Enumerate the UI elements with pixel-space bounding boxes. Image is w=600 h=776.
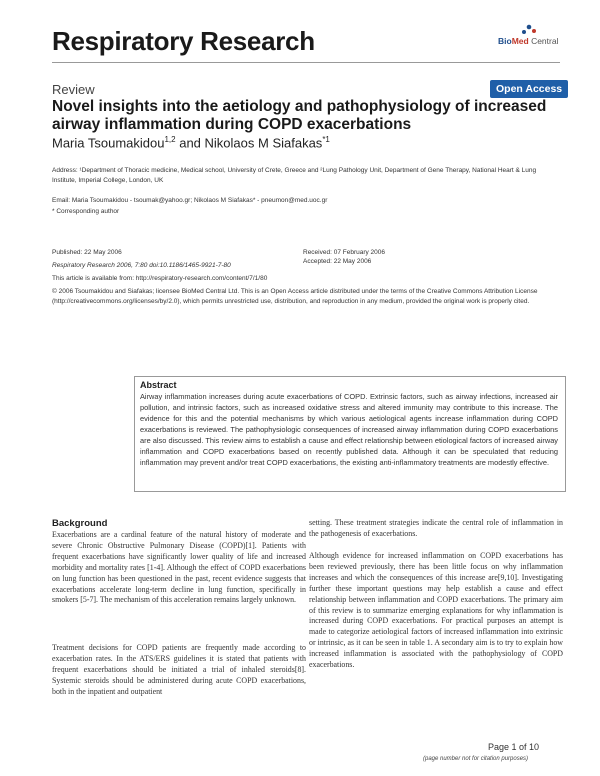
author-affiliation: *1 xyxy=(322,135,330,144)
corresponding-author: * Corresponding author xyxy=(52,208,120,215)
body-paragraph: Treatment decisions for COPD patients are frequently made according to exacerbation rates. In the ATS/ERS guidelines it is stated that patients with frequent exacerbations should be initiated a trial of inhaled steroids[8]. Systemic steroids should be administered during acute COPD exacerbations, both in the inpatient and outpatient xyxy=(52,643,306,696)
body-paragraph: Although evidence for increased inflammation on COPD exacerbations has been reviewed previously, there has been little focus on why inflammation increases and which the consequences of this increase are[9,10]. Investigating further these important questions may help establish a cause and effect relationship between inflammation and COPD exacerbations. The primary aim of this review is to summarize emerging explanations for why inflammation is increased during COPD exacerbations. For practical purposes an attempt is made to categorize aetiological factors of increased inflammation into extrinsic or intrinsic, as it can be seen in table 1. A secondary aim is to try to explain how increased inflammation is associated with the pathophysiology of COPD exacerbations. xyxy=(309,551,563,670)
logo-bio: Bio xyxy=(498,36,512,46)
author-separator: and xyxy=(175,135,205,151)
received-date: Received: 07 February 2006 xyxy=(303,249,386,256)
background-heading: Background xyxy=(52,518,108,529)
email-line[interactable]: Email: Maria Tsoumakidou - tsoumak@yahoo.gr; Nikolaos M Siafakas* - pneumon@med.uoc.gr xyxy=(52,197,328,204)
journal-title: Respiratory Research xyxy=(52,26,315,56)
author-affiliation: 1,2 xyxy=(164,135,176,144)
copyright-notice: © 2006 Tsoumakidou and Siafakas; licensee BioMed Central Ltd. This is an Open Access article distributed under the terms of the Creative Commons Attribution License (http://creativecommons.org/licenses/by/2.0), which permits unrestricted use, distribution, and reproduction in any medium, provided the original work is properly cited. xyxy=(52,288,538,305)
author-list xyxy=(52,135,330,150)
abstract-heading: Abstract xyxy=(140,380,177,390)
header-rule xyxy=(52,62,560,63)
logo-dots-icon xyxy=(521,22,537,36)
address: Address: ¹Department of Thoracic medicine, Medical school, University of Crete, Greece and ²Lung Pathology Unit, Department of Gene Therapy, National Heart & Lung Institute, Imperial College, London, UK xyxy=(52,167,537,184)
page-number-note: (page number not for citation purposes) xyxy=(423,756,529,762)
biomed-central-logo xyxy=(498,36,560,46)
body-paragraph: Exacerbations are a cardinal feature of the natural history of moderate and severe Chronic Obstructive Pulmonary Disease (COPD)[1]. Patients with frequent exacerbations have significantly lower quality of life and increased morbidity and mortality rates [1-4]. Although the effect of COPD exacerbations on lung function has been questioned in the past, recent evidence suggests that exacerbations accelerate long-term decline in lung function, specifically in smokers [5-7]. The mechanism of this acceleration remains largely unknown. xyxy=(52,530,306,605)
published-date: Published: 22 May 2006 xyxy=(52,249,122,256)
open-access-badge: Open Access xyxy=(490,80,568,98)
page-number: Page 1 of 10 xyxy=(488,742,540,752)
logo-med: Med xyxy=(511,36,529,46)
article-title: Novel insights into the aetiology and pathophysiology of increased airway inflammation during COPD exacerbations xyxy=(52,98,547,133)
author-name: Nikolaos M Siafakas xyxy=(204,135,323,151)
logo-text xyxy=(498,36,560,46)
citation: Respiratory Research 2006, 7:80 doi:10.1186/1465-9921-7-80 xyxy=(52,262,231,269)
accepted-date: Accepted: 22 May 2006 xyxy=(303,258,372,265)
logo-central: Central xyxy=(528,36,559,46)
abstract-text: Airway inflammation increases during acute exacerbations of COPD. Extrinsic factors, such as airway infections, increased air pollution, and intrinsic factors, such as increased oxidative stress and altered immunity may contribute to this increase. The evidence for this and the potential mechanisms by which various aetiological agents increase inflammation during COPD exacerbations is reviewed. The pathophysiologic consequences of increased airway inflammation during COPD exacerbations are also discussed. This review aims to establish a cause and effect relationship between etiological factors of increased airway inflammation and COPD exacerbations based on recently published data. Although it can be speculated that reducing inflammation may prevent and/or treat COPD exacerbations, the existing anti-inflammatory treatments are modestly effective. xyxy=(140,392,558,467)
article-url[interactable]: This article is available from: http://respiratory-research.com/content/7/1/80 xyxy=(52,275,268,282)
author-name: Maria Tsoumakidou xyxy=(52,135,165,151)
section-label: Review xyxy=(52,82,95,97)
body-paragraph: setting. These treatment strategies indicate the central role of inflammation in the pathogenesis of exacerbations. xyxy=(309,518,563,538)
